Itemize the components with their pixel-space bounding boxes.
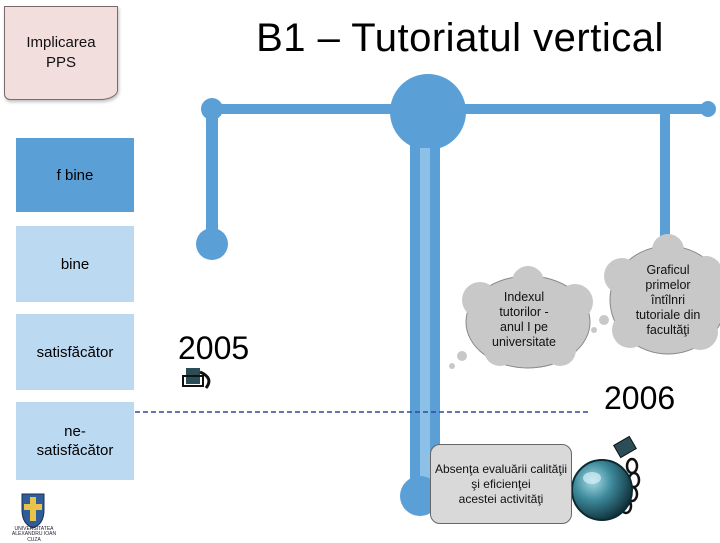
cloud-1-line: tutorilor -: [499, 305, 549, 319]
pivot-circle: [390, 74, 466, 150]
rating-label: satisfăcător: [36, 343, 114, 361]
cloud-1-text: [472, 290, 576, 350]
note-line-2: PPS: [45, 54, 76, 71]
left-rod: [206, 112, 218, 240]
problem-line: şi eficienţei: [471, 476, 531, 491]
hook-icon: [183, 368, 209, 388]
rating-label: f bine: [56, 166, 94, 184]
year-2006: 2006: [604, 380, 676, 416]
year-2005: 2005: [178, 330, 250, 366]
central-post-highlight: [420, 148, 430, 498]
rating-good: [16, 226, 134, 302]
rating-label-line-1: ne-: [64, 423, 86, 440]
cloud-2-line: facultăţi: [646, 323, 690, 337]
problem-line: Absenţa evaluării calităţii: [434, 461, 568, 476]
cloud-2-line: Graficul: [646, 263, 690, 277]
beam-right-knob: [700, 101, 716, 117]
rating-satisfactory: [16, 314, 134, 390]
rating-unsatisfactory: [16, 402, 134, 480]
cloud-2-line: întîlnri: [650, 293, 686, 307]
page-title: B1 – Tutoriatul vertical: [256, 16, 664, 60]
left-rod-ball: [196, 228, 228, 260]
rating-label-line-2: satisfăcător: [36, 442, 114, 459]
cloud-2-text: [614, 263, 720, 338]
university-logo-caption: [6, 492, 62, 543]
logo-line-2: ALEXANDRU IOAN CUZA: [11, 531, 57, 543]
problem-note: [430, 444, 572, 524]
ball-and-chain-icon: [572, 436, 639, 520]
involvement-note: [4, 6, 118, 100]
cloud-1-line: Indexul: [503, 290, 545, 304]
cloud-1-line: universitate: [492, 335, 556, 349]
problem-line: acestei activităţi: [458, 491, 544, 506]
cloud-2-line: tutoriale din: [635, 308, 701, 322]
cloud-2-line: primelor: [645, 278, 691, 292]
logo-line-1: UNIVERSITATEA: [14, 526, 54, 532]
rating-label: bine: [60, 255, 90, 273]
note-line-1: Implicarea: [26, 34, 96, 51]
cloud-1-line: anul I pe: [500, 320, 548, 334]
rating-very-good: [16, 138, 134, 212]
